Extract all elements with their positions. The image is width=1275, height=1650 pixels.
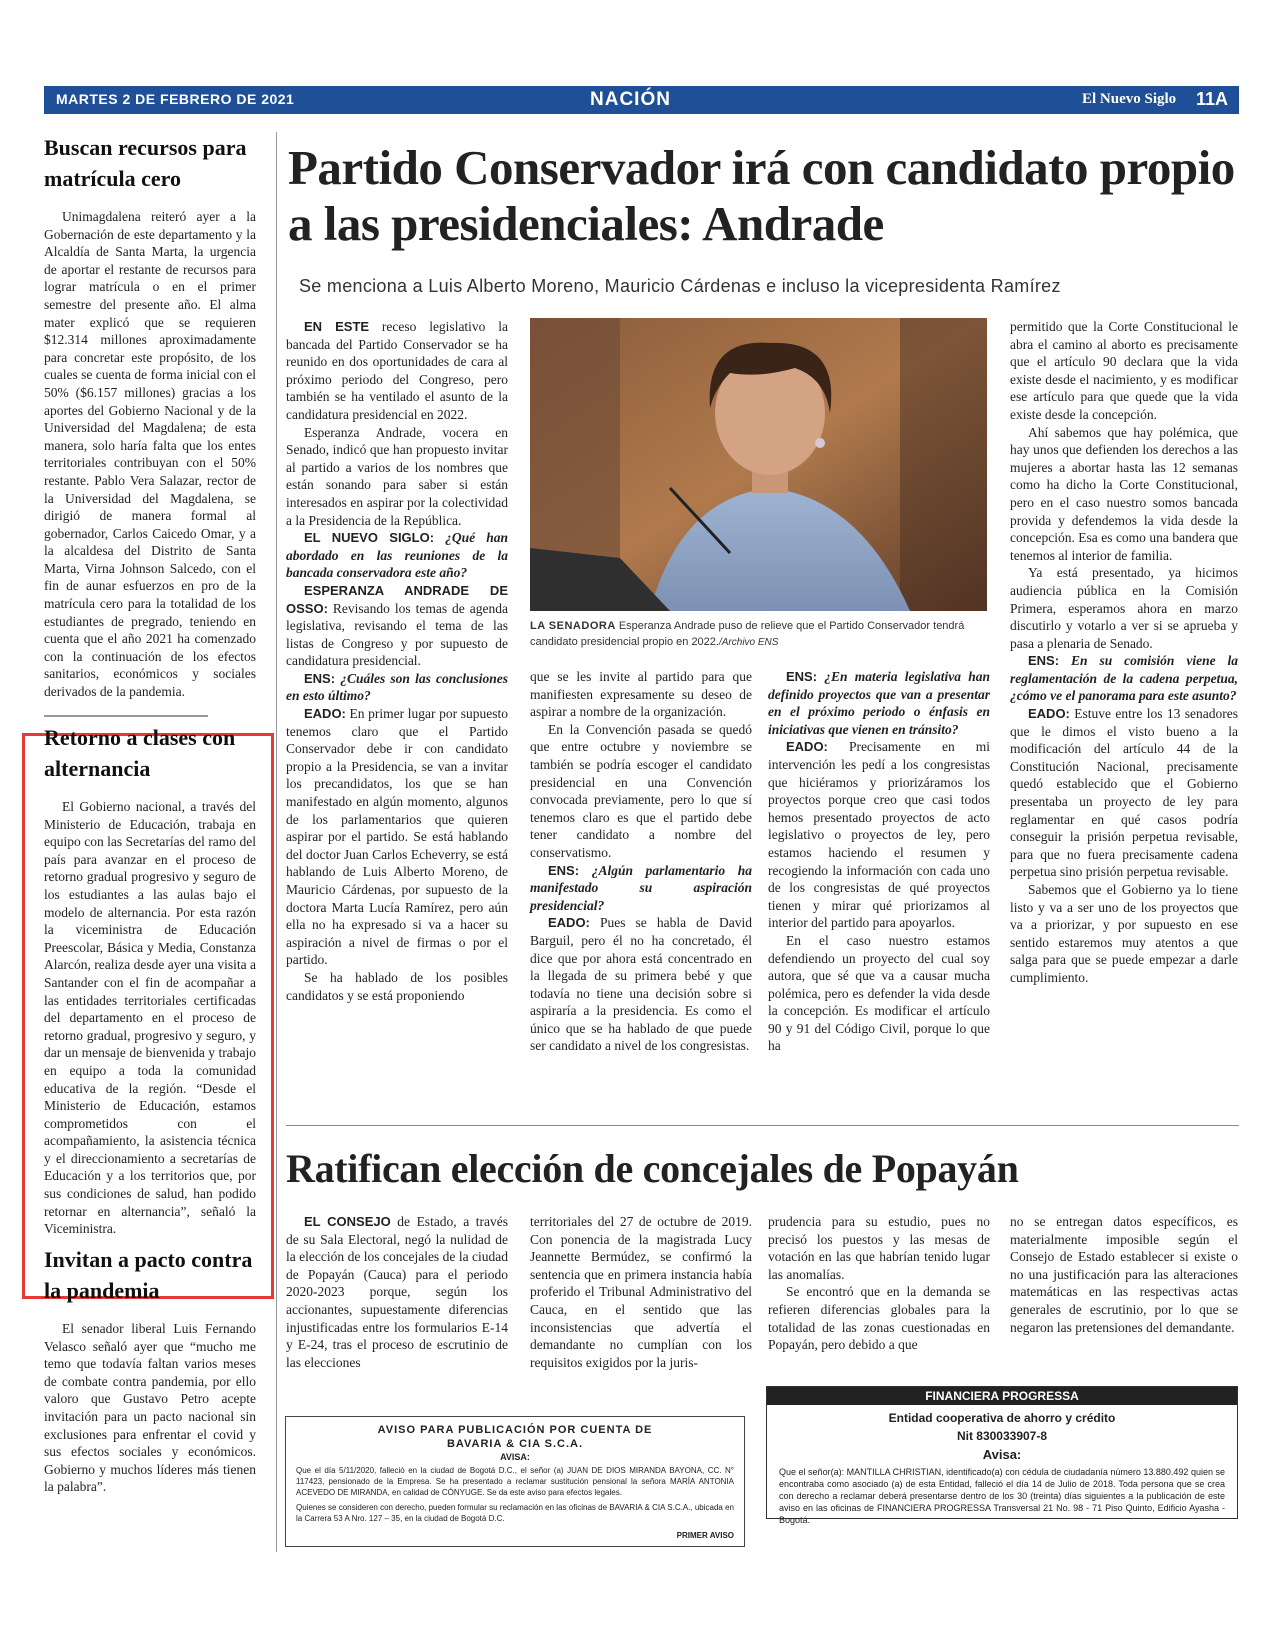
page-number: 11A — [1196, 89, 1229, 109]
bavaria-body-2: Quienes se consideren con derecho, pueden formular su reclamación en las oficinas de BAVARIA & CIA S.C.A., ubicada en la Carrera 53 A Nro. 127 – 35, en la ciudad de Bogotá D.C. — [296, 1503, 734, 1523]
sidebar-article-3-title: Invitan a pacto contra la pandemia — [44, 1247, 253, 1303]
photo-image — [530, 318, 987, 611]
interview-question: ¿Algún parlamentario ha manifestado su aspiración presidencial? — [530, 862, 752, 913]
paragraph-lead: ENS: — [786, 669, 818, 684]
second-col4-text: no se entregan datos específicos, es materialmente imposible según el Consejo de Estado establecer si existe o no una justificación para las alteraciones matemáticas en las respectivas actas generales de escrutinio, por lo que se negaron las pretensiones del demandante. — [1010, 1214, 1238, 1335]
sidebar-article-2-title: Retorno a clases con alternancia — [44, 725, 236, 781]
financiera-notice — [766, 1386, 1238, 1525]
paragraph — [1010, 705, 1238, 881]
paragraph — [286, 670, 508, 705]
financiera-line-1: Entidad cooperativa de ahorro y crédito — [888, 1411, 1116, 1425]
paragraph — [768, 932, 990, 1055]
photo-caption — [530, 618, 987, 651]
paragraph-lead: EADO: — [548, 915, 590, 931]
newspaper-name: El Nuevo Siglo — [1082, 91, 1177, 107]
paragraph-text: Estuve entre los 13 senadores que le dimos el visto bueno a la modificación del artículo 44 de la Constitución Nacional, precisamente quedó establecido que el Gobierno presentaba un proyecto de ley para reglamentar en qué casos podría conseguir la prisión perpetua revisable, para que no fuera precisamente cadena perpetua sino prisión perpetua revisable. — [1010, 706, 1238, 880]
section-name: NACIÓN — [590, 89, 671, 110]
divider — [286, 1125, 1239, 1126]
interview-question: ¿En materia legislativa han definido proyectos que van a presentar en el próximo periodo o énfasis en iniciativas que vienen en tránsito? — [768, 669, 990, 737]
paragraph-text: receso legislativo la bancada del Partido Conservador se ha reunido en dos oportunidades de cara al próximo periodo del Congreso, pero también se ha ventilado el asunto de la candidatura presidencial en 2022. — [286, 319, 508, 422]
paragraph-text: Pues se habla de David Barguil, pero él no ha concretado, él dice que por ahora está concentrado en la llegada de su primera bebé y que todavía no tiene una decisión sobre si aspiraría a la presidencia. Es como el único que se ha hablado de que puede ser candidato a nivel de los congresistas. — [530, 915, 752, 1054]
second-article-column-1 — [286, 1213, 508, 1371]
financiera-line-2: Nit 830033907-8 — [956, 1429, 1048, 1443]
bavaria-subtitle: AVISA: — [500, 1452, 530, 1462]
financiera-body: Que el señor(a): MANTILLA CHRISTIAN, identificado(a) con cédula de ciudadanía número 13.880.492 quien se encontraba como asociado (a) de esta Entidad, falleció el día 14 de Julio de 2018. Toda persona que se crea con derecho a reclamar deberá presentarse dentro de los 30 (treinta) días siguientes a la publicación de este aviso en las oficinas de FINANCIERA PROGRESSA Transversal 21 No. 98 - 71 Piso Quinto, Edificio Ayasha - Bogotá. — [779, 1467, 1225, 1525]
second-headline: Ratifican elección de concejales de Popayán — [286, 1146, 1019, 1191]
paragraph-text: Ahí sabemos que hay polémica, que hay unos que defienden los derechos a las mujeres a abortar hasta las 12 semanas como ha dicho la Corte Constitucional, pero en el caso nuestro somos bancada provida y defendemos la vida desde la concepción. Esa es como una bandera que tenemos al interior de familia. — [1010, 424, 1238, 563]
paragraph-lead: EADO: — [304, 706, 346, 722]
paragraph-lead: ESPERANZA ANDRADE DE OSSO: — [286, 582, 508, 616]
second-col3-p1: prudencia para su estudio, pues no precisó los puestos y las mesas de votación en las que habrían tenido lugar las anomalías. — [768, 1214, 990, 1282]
main-headline: Partido Conservador irá con candidato propio a las presidenciales: Andrade — [288, 140, 1235, 251]
financiera-line-3: Avisa: — [982, 1447, 1022, 1462]
second-lead: EL CONSEJO — [304, 1214, 391, 1229]
financiera-name: FINANCIERA PROGRESSA — [767, 1387, 1237, 1405]
paragraph — [1010, 652, 1238, 705]
paragraph — [530, 721, 752, 862]
paragraph — [768, 668, 990, 738]
sidebar-article-1 — [44, 132, 256, 701]
article-column-3 — [768, 668, 990, 1055]
column-divider — [276, 132, 277, 1552]
paragraph-lead: ENS: — [1028, 653, 1060, 669]
second-article-column-2 — [530, 1213, 752, 1371]
paragraph — [286, 529, 508, 582]
sidebar-article-3 — [44, 1244, 256, 1496]
caption-lead: LA SENADORA — [530, 620, 616, 632]
senator-photo — [530, 318, 987, 611]
paragraph-text: Precisamente en mi intervención les pedí a los congresistas que hiciéramos y priorizáramos los proyectos porque creo que casi todos hemos presentado proyectos de acto legislativo o proyectos de ley, pero estamos haciendo el resumen y recogiendo la información con cada uno de los congresistas de qué proyectos tienen y mirar qué priorizamos al interior del partido para apoyarlos. — [768, 739, 990, 931]
paragraph-text: Se ha hablado de los posibles candidatos y se está proponiendo — [286, 969, 508, 1003]
sidebar-article-2 — [44, 722, 256, 1238]
paragraph-lead: EADO: — [786, 739, 828, 755]
sidebar-article-1-title: Buscan recursos para matrícula cero — [44, 135, 247, 191]
paragraph-text: permitido que la Corte Constitucional le abra el camino al aborto es precisamente que el artículo 90 declara que la vida existe desde el nacimiento, y es modificar ese artículo para que quede que la vida existe desde la concepción. — [1010, 319, 1238, 422]
paragraph — [1010, 424, 1238, 565]
paragraph — [1010, 318, 1238, 424]
paragraph-text: Sabemos que el Gobierno ya lo tiene listo y va a ser uno de los proyectos que va a priorizar, y por supuesto en ese sentido estaremos muy atentos a que salga para que se puede empezar a darle cumplimiento. — [1010, 882, 1238, 985]
bavaria-body-1: Que el día 5/11/2020, falleció en la ciudad de Bogotá D.C., el señor (a) JUAN DE DIOS MIRANDA BAYONA, CC. N° 117423, pensionado de la Empresa. Se ha presentado a reclamar sustitución pensional la señora MARÍA ANTONIA ACEVEDO DE MIRANDA, en calidad de CÓNYUGE. Se da este aviso para efectos legales. — [296, 1466, 734, 1497]
paragraph-text: Ya está presentado, ya hicimos audiencia pública en la Comisión Primera, esperamos ahora en marzo discutirlo y votarlo a ver si se aprueba y pasa a plenaria de Senado. — [1010, 565, 1238, 651]
paragraph — [286, 969, 508, 1004]
paragraph-lead: EL NUEVO SIGLO: — [304, 530, 435, 546]
second-article-column-4 — [1010, 1213, 1238, 1336]
article-column-4 — [1010, 318, 1238, 987]
paragraph — [530, 668, 752, 721]
sidebar-article-1-body: Unimagdalena reiteró ayer a la Gobernación de este departamento y la Alcaldía de Santa Marta, la urgencia de aportar el restante de recursos para lograr matrícula o en el primer semestre del presente año. El alma mater explicó que se requieren $12.314 millones aproximadamente para concretar este propósito, de los cuales se cuenta de forma inicial con el 50% ($6.157 millones) gracias a los aportes del Gobierno Nacional y de la Universidad del Magdalena; de esta manera, solo haría falta que los entes territoriales contribuyan con el 50% restante. Pablo Vera Salazar, rector de la Universidad del Magdalena, se dirigió de manera formal al gobernador, Carlos Caicedo Omar, y a la alcaldesa del Distrito de Santa Marta, Virna Johnson Salcedo, con el fin de aunar esfuerzos en pro de la matrícula cero para la totalidad de los estudiantes de pregrado, teniendo en cuenta que el año 2021 ha comenzado con la continuación de los efectos sanitarios, económicos y sociales derivados de la pandemia. — [44, 209, 256, 700]
paragraph-text: Esperanza Andrade, vocera en Senado, indicó que han propuesto invitar al partido a varios de los nombres que están sonando para saber si están interesados en aspirar por la colectividad a la Presidencia de la República. — [286, 424, 508, 528]
second-col2-text: territoriales del 27 de octubre de 2019. Con ponencia de la magistrada Lucy Jeannette Bermúdez, se confirmó la sentencia que en primera instancia había proferido el Tribunal Administrativo del Cauca, en el sentido que las inconsistencias que advertía el demandante no cumplían con los requisitos exigidos por la juris- — [530, 1214, 752, 1370]
bavaria-footer: PRIMER AVISO — [676, 1531, 734, 1540]
paragraph-lead: ENS: — [548, 862, 580, 878]
second-article-column-3 — [768, 1213, 990, 1354]
article-column-2 — [530, 668, 752, 1055]
paragraph — [530, 914, 752, 1055]
caption-text: Esperanza Andrade puso de relieve que el Partido Conservador tendrá candidato presidencial propio en 2022. — [530, 620, 965, 648]
paragraph-lead: EADO: — [1028, 706, 1070, 722]
interview-question: ¿Qué han abordado en las reuniones de la bancada conservadora este año? — [286, 530, 508, 581]
paragraph — [1010, 564, 1238, 652]
paragraph-lead: EN ESTE — [304, 319, 370, 334]
paragraph-text: En el caso nuestro estamos defendiendo un proyecto del cual soy autora, que sé que va a causar mucha polémica, pero es defender la vida desde la concepción. Es modificar el artículo 90 y 91 del Código Civil, porque lo que ha — [768, 932, 990, 1054]
paragraph-text: En primer lugar por supuesto tenemos claro que el Partido Conservador debe ir con candidato propio a la Presidencia, se van a invitar los precandidatos, los que se han manifestado en algún momento, algunos de los parlamentarios que quieren aspirar por el partido. Se está hablando del doctor Juan Carlos Echeverry, se está hablando de Luis Alberto Moreno, de Mauricio Cárdenas, por supuesto de la doctora Marta Lucía Ramírez, pero aún ella no ha expresado si va a hacer su aspiración a nivel de firmas o por el partido. — [286, 706, 508, 968]
second-col3-p2: Se encontró que en la demanda se refieren diferencias globales para la totalidad de las zonas cuestionadas en Popayán, pero debido a que — [768, 1284, 990, 1353]
interview-question: En su comisión viene la reglamentación de la cadena perpetua, ¿cómo ve el panorama para este asunto? — [1010, 653, 1238, 704]
main-subtitle: Se menciona a Luis Alberto Moreno, Mauricio Cárdenas e incluso la vicepresidenta Ramírez — [299, 276, 1061, 296]
paragraph-lead: ENS: — [304, 670, 336, 686]
second-col1-text: de Estado, a través de su Sala Electoral, negó la nulidad de la elección de los concejales de la ciudad de Popayán (Cauca) para el periodo 2020-2023 porque, según los accionantes, supuestamente diferencias injustificadas entre los formularios E-14 y E-24, tras el proceso de escrutinio de las elecciones — [286, 1214, 508, 1370]
paragraph — [530, 862, 752, 915]
paragraph — [286, 318, 508, 424]
caption-credit: /Archivo ENS — [718, 637, 779, 648]
header-date: MARTES 2 DE FEBRERO DE 2021 — [56, 91, 295, 107]
article-column-1 — [286, 318, 508, 1004]
paragraph — [286, 582, 508, 670]
sidebar-article-3-body: El senador liberal Luis Fernando Velasco señaló ayer que “mucho me temo que todavía faltan varios meses de combate contra pandemia, por ello valoro que Gustavo Petro acepte invitación para un pacto nacional sin exclusiones para enfrentar el covid y sus efectos sociales y económicos. Gobierno y muchos líderes más tienen la palabra”. — [44, 1321, 256, 1495]
paragraph — [1010, 881, 1238, 987]
paragraph — [768, 738, 990, 932]
bavaria-title-2: BAVARIA & CIA S.C.A. — [446, 1438, 584, 1450]
paragraph-text: Revisando los temas de agenda legislativa, revisando el tema de las listas de Congreso y por supuesto de candidatura presidencial. — [286, 600, 508, 669]
sidebar-article-2-body: El Gobierno nacional, a través del Ministerio de Educación, trabaja en equipo con las Secretarías del ramo del país para avanzar en el proceso de retorno gradual progresivo y seguro de los estudiantes a las aulas bajo el modelo de alternancia. Por esta razón la viceministra de Educación Preescolar, Básica y Media, Constanza Alarcón, realiza desde ayer una visita a Santander con el fin de acompañar a las entidades territoriales certificadas del departamento en el proceso de retorno gradual, progresivo y seguro, y dar un mensaje de bienvenida y trabajo en equipo a toda la comunidad educativa de la región. “Desde el Ministerio de Educación, estamos comprometidos con el acompañamiento, la asistencia técnica y el direccionamiento a secretarías de Educación y a los territorios que, por sus condiciones de salud, han podido retornar en alternancia”, señaló la Viceministra. — [44, 799, 256, 1237]
interview-question: ¿Cuáles son las conclusiones en esto último? — [286, 670, 508, 704]
bavaria-title-1: AVISO PARA PUBLICACIÓN POR CUENTA DE — [377, 1424, 653, 1436]
paragraph-text: En la Convención pasada se quedó que entre octubre y noviembre se también se podría escoger el candidato presidencial en una Convención convocada previamente, pero lo que sí tenemos claro es que el partido debe tener candidato a nombre del conservatismo. — [530, 721, 752, 860]
paragraph — [286, 705, 508, 969]
paragraph — [286, 424, 508, 530]
paragraph-text: que se les invite al partido para que manifiesten expresamente su deseo de aspirar a nombre de la organización. — [530, 669, 752, 720]
bavaria-notice — [285, 1416, 745, 1547]
divider — [44, 715, 208, 717]
